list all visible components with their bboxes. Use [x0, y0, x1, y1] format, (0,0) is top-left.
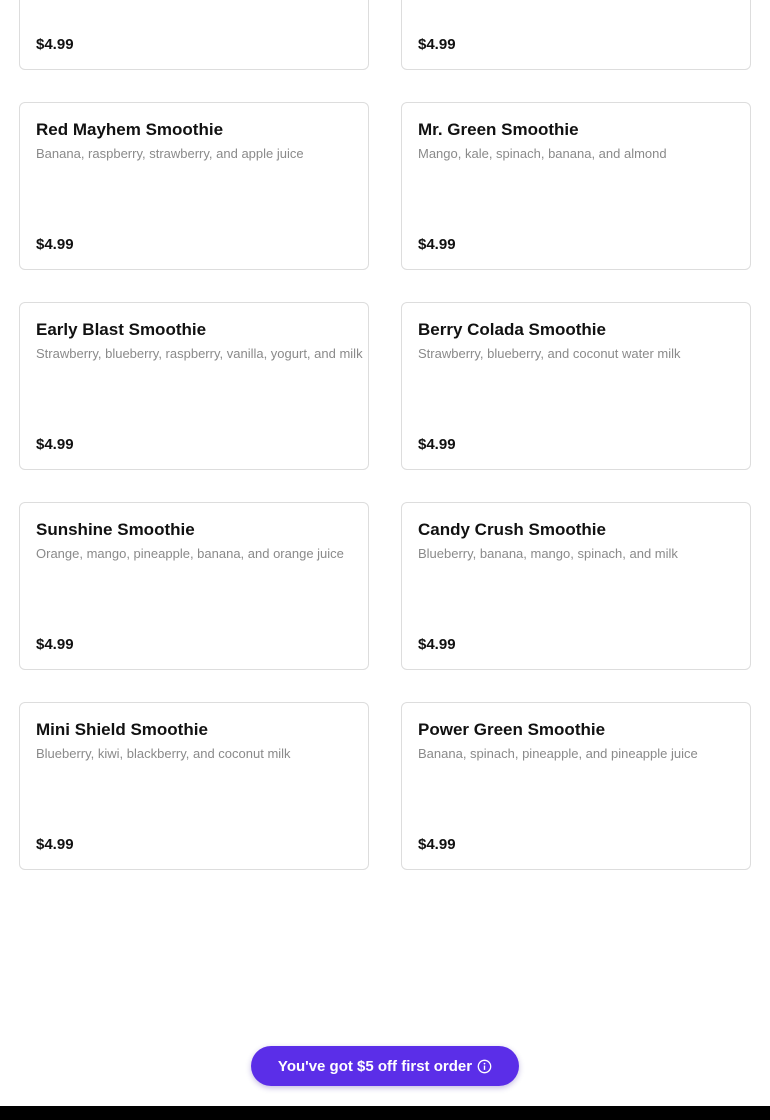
- menu-item-price: $4.99: [36, 36, 74, 53]
- menu-item-card[interactable]: [401, 102, 751, 270]
- menu-item-description: Strawberry, blueberry, and coconut water milk: [418, 346, 681, 361]
- menu-item-description: Banana, spinach, pineapple, and pineapple juice: [418, 746, 698, 761]
- menu-item-price: $4.99: [418, 836, 456, 853]
- menu-item-card[interactable]: [19, 702, 369, 870]
- menu-item-card[interactable]: [401, 302, 751, 470]
- menu-item-name: Candy Crush Smoothie: [418, 520, 606, 539]
- menu-item-name: Mr. Green Smoothie: [418, 120, 579, 139]
- menu-item-name: Early Blast Smoothie: [36, 320, 207, 339]
- menu-item-name: Berry Colada Smoothie: [418, 320, 606, 339]
- menu-item-price: $4.99: [418, 236, 456, 253]
- menu-item-description: Banana, raspberry, strawberry, and apple juice: [36, 146, 304, 161]
- menu-item-card[interactable]: [19, 0, 369, 70]
- menu-item-card[interactable]: [19, 302, 369, 470]
- menu-item-name: Red Mayhem Smoothie: [36, 120, 224, 139]
- menu-item-card[interactable]: [401, 0, 751, 70]
- menu-item-description: Strawberry, blueberry, raspberry, vanilla, yogurt, and milk: [36, 346, 363, 361]
- menu-item-description: Blueberry, kiwi, blackberry, and coconut milk: [36, 746, 291, 761]
- menu-item-price: $4.99: [418, 436, 456, 453]
- menu-item-name: Sunshine Smoothie: [36, 520, 195, 539]
- menu-item-description: Mango, kale, spinach, banana, and almond: [418, 146, 667, 161]
- menu-item-price: $4.99: [36, 436, 74, 453]
- menu-item-card[interactable]: [401, 702, 751, 870]
- menu-item-price: $4.99: [418, 636, 456, 653]
- menu-item-description: Orange, mango, pineapple, banana, and orange juice: [36, 546, 344, 561]
- menu-item-card[interactable]: [19, 502, 369, 670]
- promo-label: You've got $5 off first order: [277, 1057, 473, 1075]
- menu-item-name: Mini Shield Smoothie: [36, 720, 208, 739]
- menu-item-price: $4.99: [418, 36, 456, 53]
- first-order-discount-button[interactable]: [251, 1046, 519, 1086]
- info-icon[interactable]: [477, 1059, 492, 1074]
- menu-item-description: Blueberry, banana, mango, spinach, and milk: [418, 546, 678, 561]
- menu-item-name: Power Green Smoothie: [418, 720, 606, 739]
- menu-item-price: $4.99: [36, 636, 74, 653]
- bottom-bar: [0, 1106, 770, 1120]
- menu-item-card[interactable]: [401, 502, 751, 670]
- menu-item-price: $4.99: [36, 236, 74, 253]
- menu-item-card[interactable]: [19, 102, 369, 270]
- menu-item-price: $4.99: [36, 836, 74, 853]
